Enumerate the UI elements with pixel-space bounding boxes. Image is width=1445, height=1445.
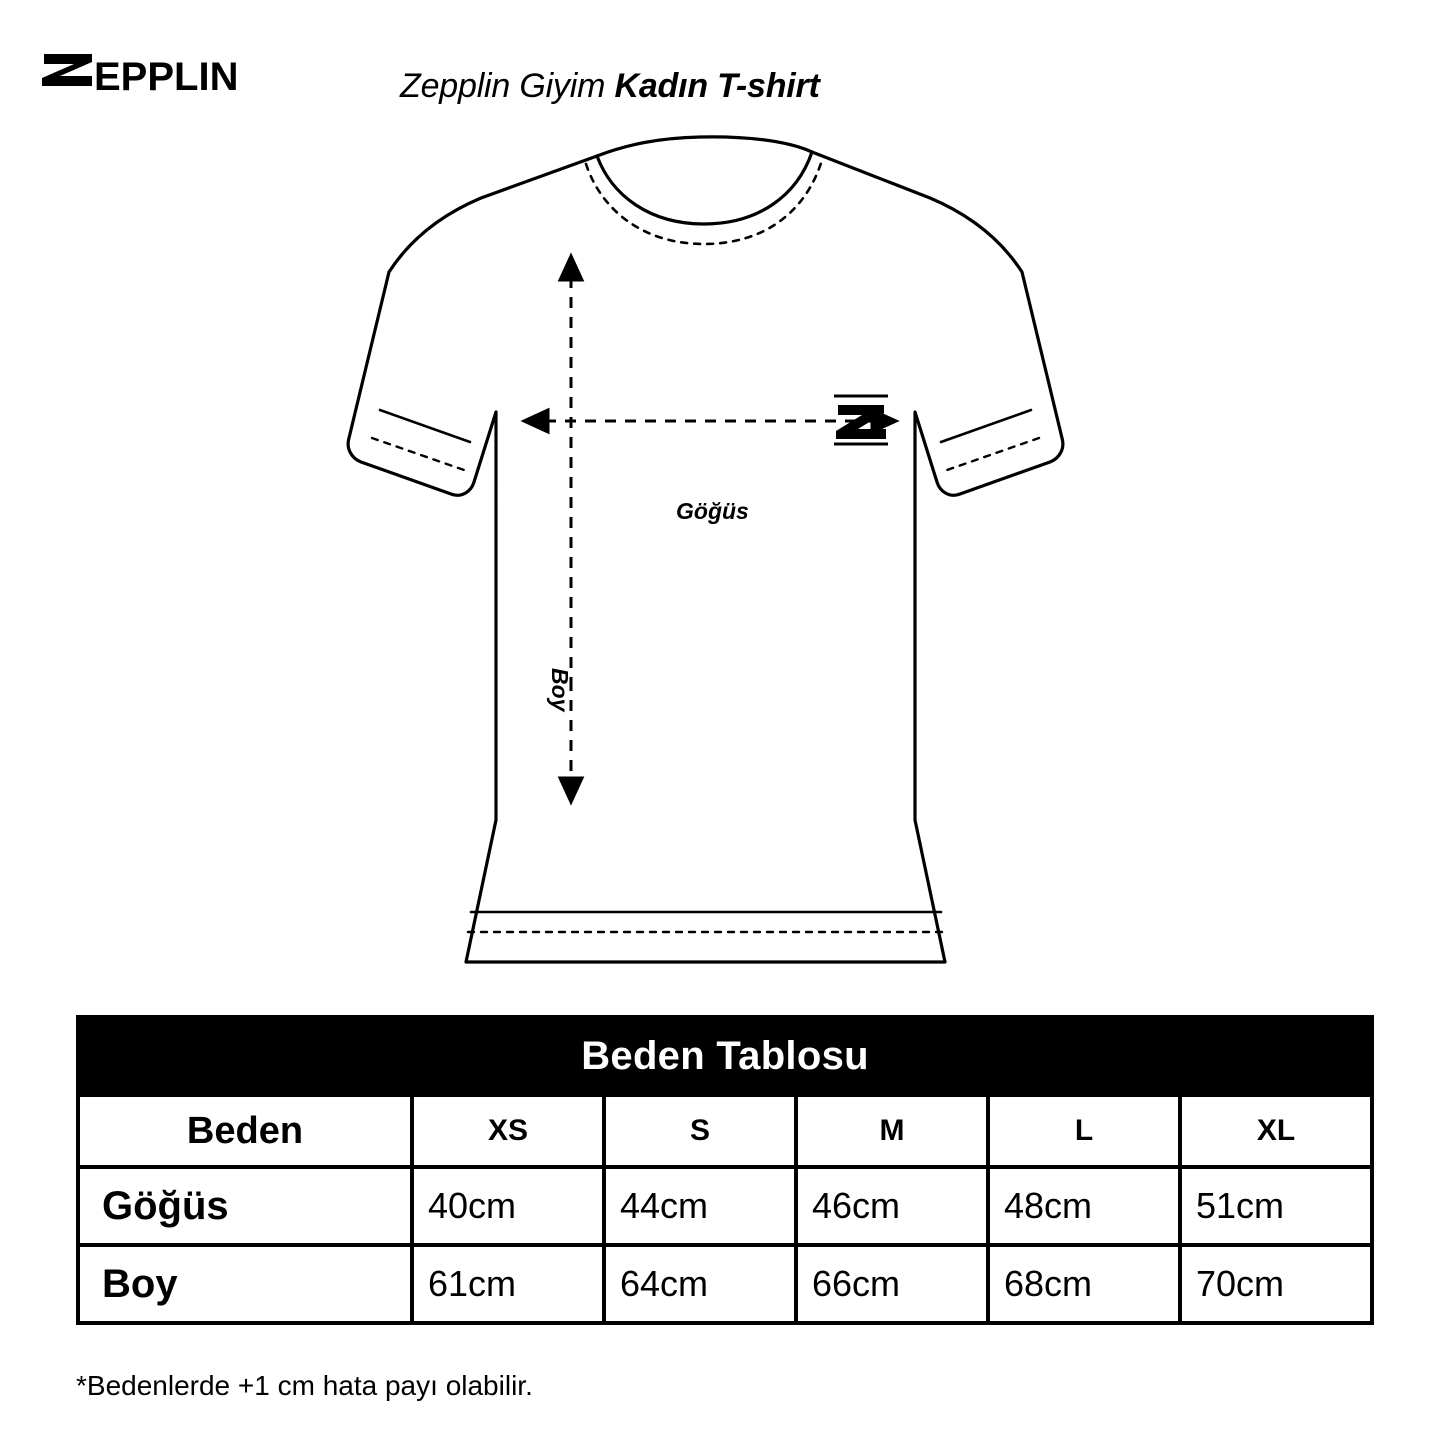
gogus-m: 46cm — [796, 1167, 988, 1245]
row-label-gogus: Göğüs — [78, 1167, 412, 1245]
svg-text:EPPLIN: EPPLIN — [94, 55, 239, 99]
gogus-l: 48cm — [988, 1167, 1180, 1245]
size-table — [76, 1015, 1374, 1325]
row-label-boy: Boy — [78, 1245, 412, 1323]
page-title — [400, 66, 1060, 106]
boy-s: 64cm — [604, 1245, 796, 1323]
table-header-s: S — [604, 1095, 796, 1167]
table-row — [78, 1167, 1372, 1245]
length-label: Boy — [547, 668, 573, 712]
size-table-wrapper — [76, 1015, 1370, 1325]
footnote: *Bedenlerde +1 cm hata payı olabilir. — [76, 1370, 533, 1401]
boy-xl: 70cm — [1180, 1245, 1372, 1323]
table-title-row — [78, 1017, 1372, 1095]
table-header-l: L — [988, 1095, 1180, 1167]
header — [0, 0, 1445, 135]
page-title-light: Zepplin Giyim — [400, 67, 615, 105]
chest-label: Göğüs — [676, 498, 749, 524]
boy-m: 66cm — [796, 1245, 988, 1323]
page-title-bold: Kadın T-shirt — [614, 67, 820, 105]
table-row — [78, 1245, 1372, 1323]
gogus-xl: 51cm — [1180, 1167, 1372, 1245]
garment-illustration — [0, 120, 1445, 1005]
table-header-beden: Beden — [78, 1095, 412, 1167]
table-header-m: M — [796, 1095, 988, 1167]
gogus-xs: 40cm — [412, 1167, 604, 1245]
table-header-xl: XL — [1180, 1095, 1372, 1167]
table-title: Beden Tablosu — [78, 1017, 1372, 1095]
boy-l: 68cm — [988, 1245, 1180, 1323]
boy-xs: 61cm — [412, 1245, 604, 1323]
brand-logo — [38, 52, 268, 104]
table-header-xs: XS — [412, 1095, 604, 1167]
table-header-row — [78, 1095, 1372, 1167]
gogus-s: 44cm — [604, 1167, 796, 1245]
